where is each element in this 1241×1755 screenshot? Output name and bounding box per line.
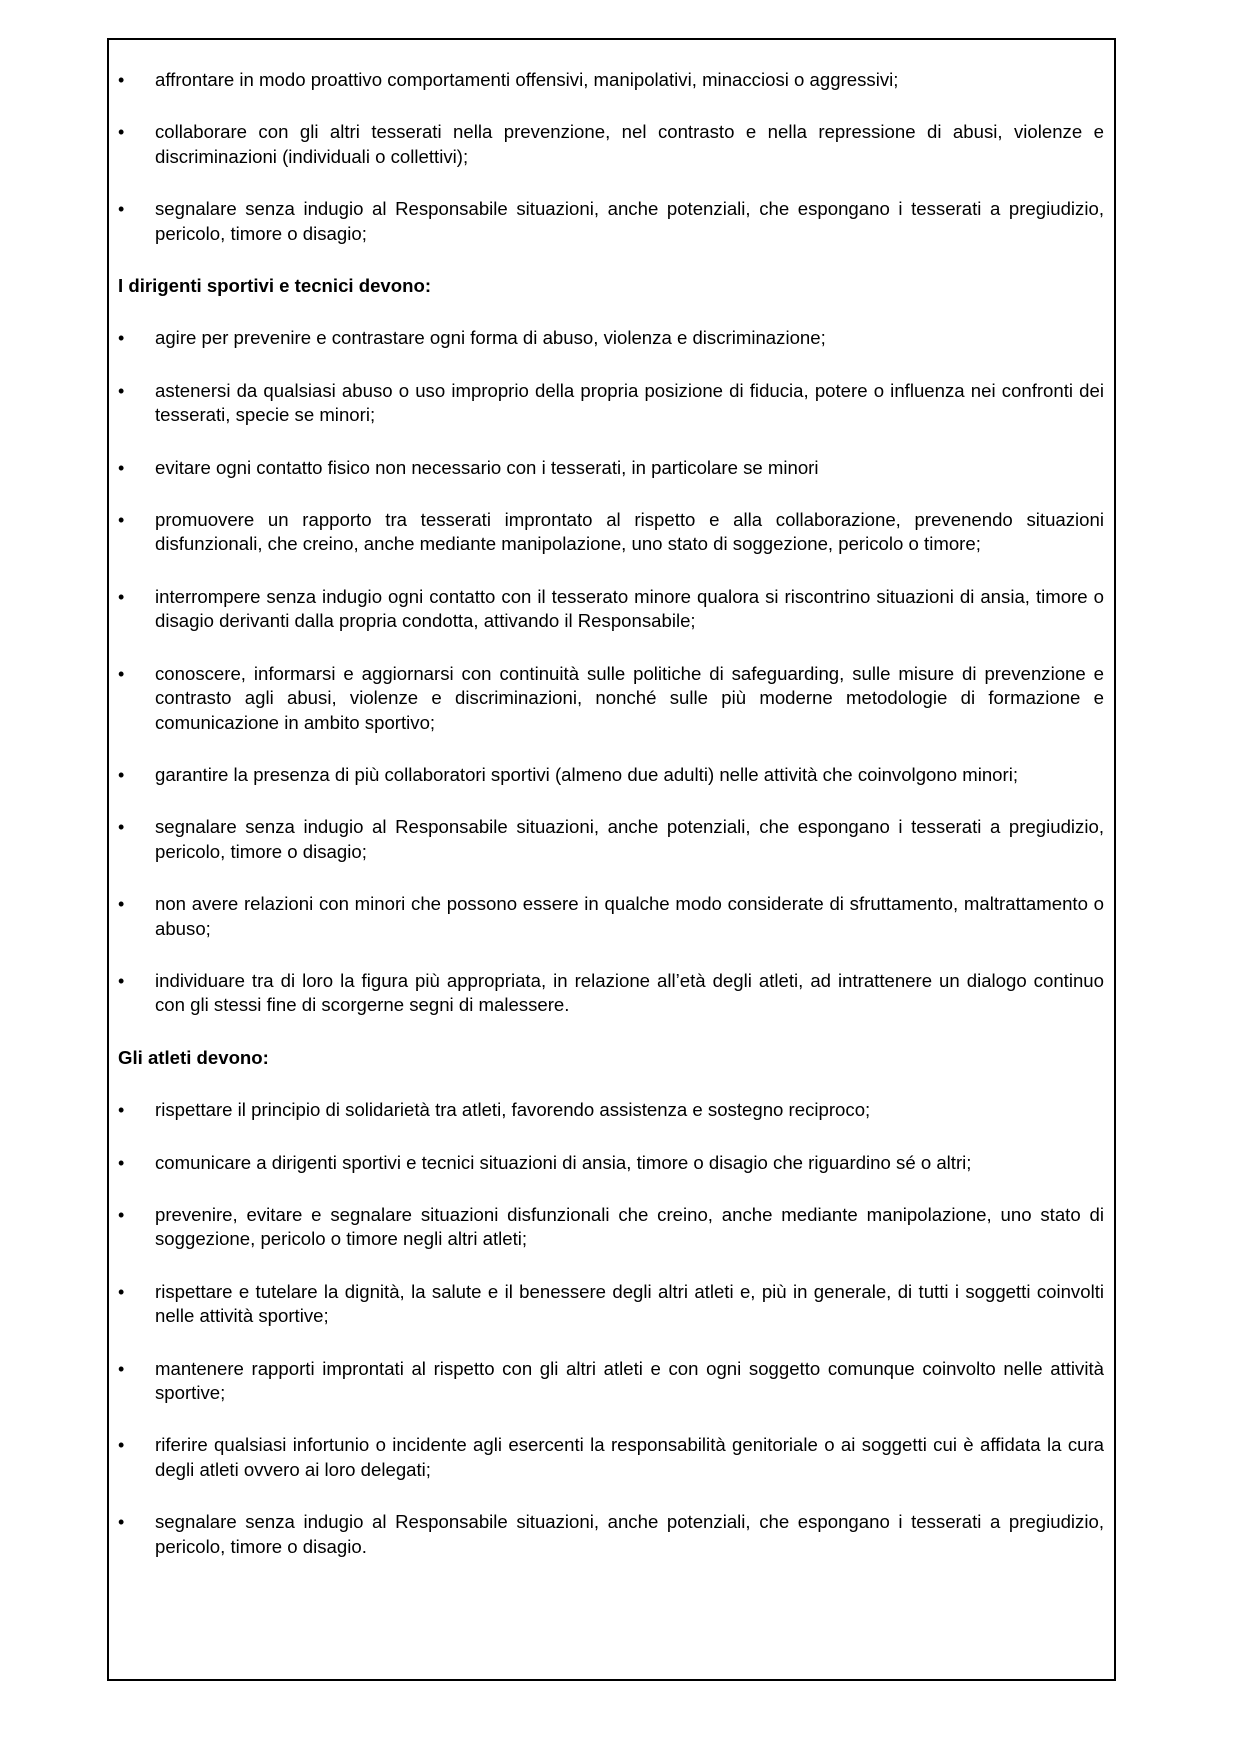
list-item-text: mantenere rapporti improntati al rispetto con gli altri atleti e con ogni soggetto comunque coinvolto nelle attività sportive; [155, 1357, 1104, 1403]
list-item-text: segnalare senza indugio al Responsabile situazioni, anche potenziali, che espongano i tesserati a pregiudizio, pericolo, timore o disagio. [155, 1511, 1104, 1557]
list-item-text: rispettare il principio di solidarietà tra atleti, favorendo assistenza e sostegno reciproco; [155, 1099, 871, 1121]
list-item-text: promuovere un rapporto tra tesserati improntato al rispetto e alla collaborazione, prevenendo situazioni disfunzionali, che creino, anche mediante manipolazione, uno stato di soggezione, pericolo o timore; [155, 509, 1104, 555]
list-item [118, 1151, 1104, 1175]
bullet-icon: • [118, 328, 125, 349]
bullet-icon: • [118, 199, 125, 220]
document-content [118, 68, 1104, 1587]
bullet-icon: • [118, 1358, 125, 1379]
section-heading: I dirigenti sportivi e tecnici devono: [118, 275, 432, 297]
bullet-icon: • [118, 380, 125, 401]
bullet-icon: • [118, 510, 125, 531]
list-item-text: prevenire, evitare e segnalare situazioni disfunzionali che creino, anche mediante manipolazione, uno stato di soggezione, pericolo o timore negli altri atleti; [155, 1203, 1104, 1250]
list-item [118, 662, 1104, 735]
bullet-icon: • [118, 1281, 125, 1302]
bullet-icon: • [118, 764, 125, 785]
list-item-text: garantire la presenza di più collaboratori sportivi (almeno due adulti) nelle attività che coinvolgono minori; [155, 763, 1019, 785]
bullet-icon: • [118, 457, 125, 478]
list-item [118, 120, 1104, 169]
bullet-icon: • [118, 1100, 125, 1121]
bullet-icon: • [118, 586, 125, 607]
section-continuation-list [118, 68, 1104, 246]
list-item [118, 326, 1104, 350]
list-item [118, 1357, 1104, 1406]
list-item-text: riferire qualsiasi infortunio o incidente agli esercenti la responsabilità genitoriale o ai soggetti cui è affidata la cura degli atleti ovvero ai loro delegati; [155, 1434, 1104, 1480]
list-item [118, 508, 1104, 557]
list-item-text: non avere relazioni con minori che possono essere in qualche modo considerate di sfruttamento, maltrattamento o abuso; [155, 893, 1104, 939]
list-item [118, 815, 1104, 864]
list-item [118, 68, 1104, 92]
list-item [118, 892, 1104, 941]
list-item [118, 456, 1104, 480]
bullet-icon: • [118, 1204, 125, 1225]
list-item-text: astenersi da qualsiasi abuso o uso improprio della propria posizione di fiducia, potere o influenza nei confronti dei tesserati, specie se minori; [155, 379, 1104, 426]
list-item [118, 763, 1104, 787]
list-item-text: affrontare in modo proattivo comportamenti offensivi, manipolativi, minacciosi o aggressivi; [155, 69, 899, 90]
list-item-text: rispettare e tutelare la dignità, la salute e il benessere degli altri atleti e, più in generale, di tutti i soggetti coinvolti nelle attività sportive; [155, 1280, 1104, 1327]
list-item-text: segnalare senza indugio al Responsabile situazioni, anche potenziali, che espongano i tesserati a pregiudizio, pericolo, timore o disagio; [155, 198, 1104, 244]
section-heading: Gli atleti devono: [118, 1046, 269, 1068]
bullet-icon: • [118, 663, 125, 684]
bullet-icon: • [118, 894, 125, 915]
list-item-text: collaborare con gli altri tesserati nella prevenzione, nel contrasto e nella repressione di abusi, violenze e discriminazioni (individuali o collettivi); [155, 121, 1104, 167]
list-item [118, 969, 1104, 1018]
list-item-text: agire per prevenire e contrastare ogni forma di abuso, violenza e discriminazione; [155, 327, 826, 349]
list-item-text: conoscere, informarsi e aggiornarsi con continuità sulle politiche di safeguarding, sulle misure di prevenzione e contrasto agli abusi, violenze e discriminazioni, nonché sulle più moderne metodologie di formazione e comunicazione in ambito sportivo; [155, 662, 1104, 733]
bullet-icon: • [118, 1512, 125, 1533]
list-item [118, 585, 1104, 634]
list-item [118, 1433, 1104, 1482]
bullet-icon: • [118, 817, 125, 838]
bullet-icon: • [118, 1435, 125, 1456]
bullet-icon: • [118, 122, 125, 143]
section-dirigenti [118, 274, 1104, 1018]
bullet-icon: • [118, 970, 125, 991]
list-item [118, 1098, 1104, 1122]
bullet-icon: • [118, 70, 125, 90]
list-item [118, 379, 1104, 428]
list-item [118, 1510, 1104, 1559]
list-item-text: segnalare senza indugio al Responsabile situazioni, anche potenziali, che espongano i tesserati a pregiudizio, pericolo, timore o disagio; [155, 816, 1104, 862]
bullet-icon: • [118, 1152, 125, 1173]
list-item-text: evitare ogni contatto fisico non necessario con i tesserati, in particolare se minori [155, 456, 819, 478]
list-item [118, 1280, 1104, 1329]
list-item-text: interrompere senza indugio ogni contatto con il tesserato minore qualora si riscontrino situazioni di ansia, timore o disagio derivanti dalla propria condotta, attivando il Responsabile; [155, 585, 1104, 632]
list-item [118, 1203, 1104, 1252]
list-item-text: comunicare a dirigenti sportivi e tecnici situazioni di ansia, timore o disagio che riguardino sé o altri; [155, 1151, 972, 1173]
section-atleti [118, 1046, 1104, 1559]
list-item [118, 197, 1104, 246]
list-item-text: individuare tra di loro la figura più appropriata, in relazione all’età degli atleti, ad intrattenere un dialogo continuo con gli stessi fine di scorgerne segni di malessere. [155, 969, 1104, 1016]
